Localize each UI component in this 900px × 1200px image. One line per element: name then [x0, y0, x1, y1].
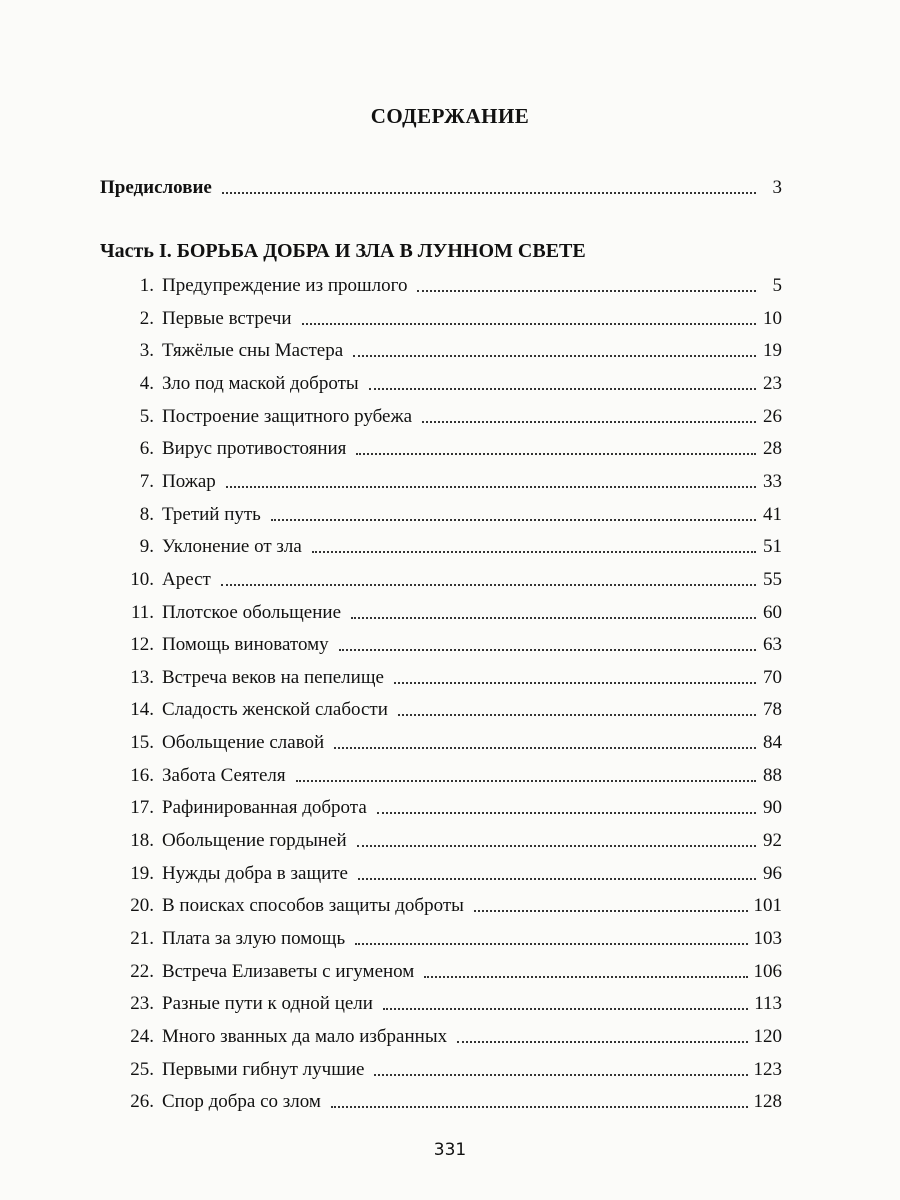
toc-entry-label: В поисках способов защиты доброты	[162, 895, 464, 917]
toc-entry	[100, 303, 782, 331]
toc-entry-number: 5.	[139, 405, 154, 427]
dot-leader	[351, 617, 756, 619]
toc-entry-number: 15.	[130, 732, 154, 754]
toc-entry-label: Рафинированная доброта	[162, 797, 367, 819]
toc-entry-label: Построение защитного рубежа	[162, 405, 413, 427]
part-heading: Часть I. БОРЬБА ДОБРА И ЗЛА В ЛУННОМ СВЕТЕ	[100, 240, 586, 262]
dot-leader	[296, 780, 756, 782]
toc-entry-page: 70	[763, 666, 782, 688]
toc-entry-number: 2.	[139, 307, 154, 329]
toc-entry-page: 103	[753, 928, 782, 949]
toc-entry	[100, 923, 782, 951]
dot-leader	[383, 1008, 748, 1010]
toc-entry-number: 25.	[130, 1058, 154, 1080]
dot-leader	[457, 1041, 747, 1043]
toc-entry	[100, 662, 782, 690]
toc-entry	[100, 466, 782, 494]
dot-leader	[358, 878, 756, 880]
page-title: СОДЕРЖАНИЕ	[370, 104, 530, 128]
toc-entry	[100, 858, 782, 886]
dot-leader	[353, 355, 756, 357]
dot-leader	[377, 812, 756, 814]
dot-leader	[398, 714, 756, 716]
toc-entry-page: 63	[763, 634, 782, 656]
toc-entry-number: 4.	[139, 372, 154, 394]
toc-entry-label: Первыми гибнут лучшие	[162, 1058, 365, 1080]
toc-entry-number: 13.	[130, 666, 154, 688]
toc-entry-number: 17.	[130, 797, 154, 819]
dot-leader	[417, 290, 756, 292]
toc-entry-label: Забота Сеятеля	[162, 764, 286, 786]
toc-entry-page: 19	[763, 340, 782, 362]
toc-entry-label: Третий путь	[162, 503, 261, 525]
toc-entry-page: 90	[763, 797, 782, 819]
toc-entry-number: 21.	[130, 928, 154, 949]
toc-entry-label: Сладость женской слабости	[162, 699, 388, 721]
toc-entry-number: 8.	[139, 503, 154, 525]
toc-entry	[100, 433, 782, 461]
toc-entry-label: Обольщение славой	[162, 732, 325, 754]
toc-entry-page: 3	[772, 177, 782, 198]
dot-leader	[474, 910, 748, 912]
toc-entry	[100, 1086, 782, 1114]
dot-leader	[302, 323, 756, 325]
dot-leader	[222, 192, 756, 194]
toc-entry-page: 128	[753, 1091, 782, 1113]
toc-entry	[100, 564, 782, 592]
toc-entry-label: Встреча Елизаветы с игуменом	[162, 960, 415, 982]
dot-leader	[331, 1106, 748, 1108]
toc-entry-number: 24.	[130, 1025, 154, 1047]
toc-entry-number: 11.	[130, 601, 154, 623]
toc-entry-number: 19.	[130, 862, 154, 884]
toc-entry-page: 78	[763, 699, 782, 721]
toc-entry-page: 88	[763, 764, 782, 786]
page-number: 331	[433, 1140, 467, 1160]
toc-entry-label: Много званных да мало избранных	[162, 1025, 448, 1047]
toc-entry-number: 3.	[139, 340, 154, 362]
toc-entry-number: 16.	[130, 764, 154, 786]
toc-entry-page: 92	[763, 830, 782, 852]
dot-leader	[271, 519, 756, 521]
dot-leader	[356, 453, 756, 455]
toc-entry-label: Помощь виноватому	[162, 634, 329, 656]
toc-entry-page: 41	[763, 503, 782, 525]
toc-entry-label: Плата за злую помощь	[162, 928, 346, 949]
toc-entry-label: Арест	[162, 568, 211, 590]
toc-entry-page: 123	[753, 1058, 782, 1080]
toc-entry	[100, 792, 782, 820]
toc-entry	[100, 401, 782, 429]
dot-leader	[312, 551, 756, 553]
toc-entry-label: Предупреждение из прошлого	[162, 275, 408, 296]
toc-entry-page: 113	[754, 993, 782, 1015]
dot-leader	[339, 649, 756, 651]
toc-entry	[100, 531, 782, 559]
toc-entry-page: 120	[753, 1025, 782, 1047]
toc-entry-label: Предисловие	[100, 177, 212, 198]
toc-entry-page: 84	[763, 732, 782, 754]
toc-entry	[100, 335, 782, 363]
toc-entry	[100, 890, 782, 918]
toc-entry-label: Пожар	[162, 470, 216, 492]
toc-entry-page: 60	[763, 601, 782, 623]
toc-entry-preface	[100, 172, 782, 200]
dot-leader	[334, 747, 756, 749]
toc-entry-number: 7.	[139, 470, 154, 492]
toc-entry-number: 12.	[130, 634, 154, 656]
toc-entry	[100, 988, 782, 1016]
toc-entry	[100, 1054, 782, 1082]
dot-leader	[226, 486, 756, 488]
toc-entry-page: 5	[772, 275, 782, 296]
toc-entry-number: 20.	[130, 895, 154, 917]
toc-entry	[100, 270, 782, 298]
toc-entry-page: 51	[763, 536, 782, 558]
toc-entry	[100, 597, 782, 625]
toc-entry-number: 23.	[130, 993, 154, 1015]
dot-leader	[394, 682, 756, 684]
toc-entry-page: 26	[763, 405, 782, 427]
dot-leader	[355, 943, 747, 945]
toc-entry-page: 23	[763, 372, 782, 394]
toc-entry	[100, 499, 782, 527]
toc-entry	[100, 760, 782, 788]
toc-entry	[100, 956, 782, 984]
toc-entry-label: Первые встречи	[162, 307, 292, 329]
toc-entry	[100, 629, 782, 657]
toc-entry	[100, 1021, 782, 1049]
toc-entry	[100, 368, 782, 396]
toc-entry-page: 10	[763, 307, 782, 329]
toc-entry-page: 106	[753, 960, 782, 982]
dot-leader	[221, 584, 756, 586]
dot-leader	[357, 845, 756, 847]
toc-entry-page: 96	[763, 862, 782, 884]
toc-entry-label: Тяжёлые сны Мастера	[162, 340, 344, 362]
toc-entry-number: 14.	[130, 699, 154, 721]
toc-entry-number: 6.	[139, 438, 154, 460]
toc-entry-number: 10.	[130, 568, 154, 590]
toc-entry-label: Нужды добра в защите	[162, 862, 348, 884]
toc-entry	[100, 694, 782, 722]
dot-leader	[374, 1074, 747, 1076]
toc-entry-label: Уклонение от зла	[162, 536, 302, 558]
toc-entry-label: Обольщение гордыней	[162, 830, 347, 852]
toc-entry	[100, 825, 782, 853]
toc-entry-label: Встреча веков на пепелище	[162, 666, 384, 688]
toc-entry-label: Плотское обольщение	[162, 601, 341, 623]
toc-entry-number: 22.	[130, 960, 154, 982]
toc-entry-number: 26.	[130, 1091, 154, 1113]
toc-entry-number: 9.	[139, 536, 154, 558]
dot-leader	[369, 388, 756, 390]
toc-entry-page: 28	[763, 438, 782, 460]
toc-entry-number: 1.	[139, 275, 154, 296]
toc-entry-label: Зло под маской доброты	[162, 372, 359, 394]
toc-entry-page: 101	[753, 895, 782, 917]
toc-entry	[100, 727, 782, 755]
toc-entry-number: 18.	[130, 830, 154, 852]
toc-entry-label: Спор добра со злом	[162, 1091, 321, 1113]
toc-entry-page: 55	[763, 568, 782, 590]
dot-leader	[424, 976, 747, 978]
dot-leader	[422, 421, 756, 423]
toc-entry-page: 33	[763, 470, 782, 492]
toc-entry-label: Вирус противостояния	[162, 438, 347, 460]
toc-entry-label: Разные пути к одной цели	[162, 993, 373, 1015]
